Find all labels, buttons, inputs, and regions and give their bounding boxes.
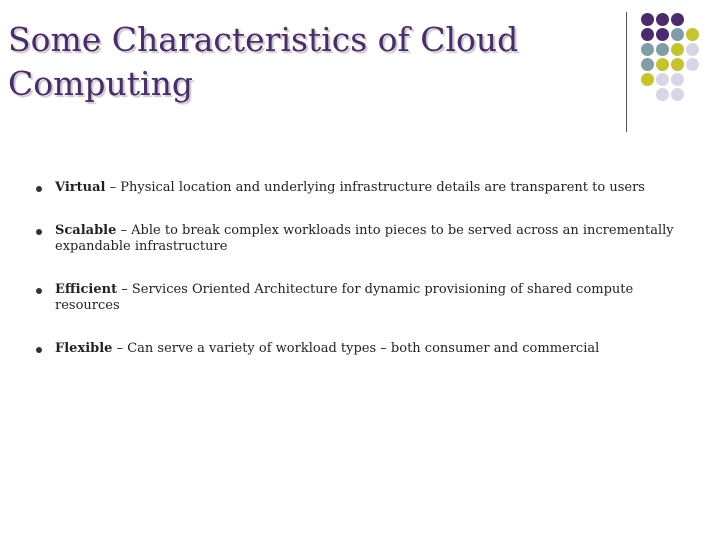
bullet-item-efficient: [36, 282, 686, 314]
decorative-dot-olive: [656, 58, 669, 71]
bullet-text: – Services Oriented Architecture for dynamic provisioning of shared compute resources: [55, 282, 634, 313]
bullet-term: Efficient: [55, 282, 118, 297]
decorative-dot-purple: [656, 13, 669, 26]
decorative-dot-lavender: [656, 88, 669, 101]
decorative-dot-lavender: [671, 88, 684, 101]
decorative-dot-lavender: [686, 58, 699, 71]
bullet-item-virtual: [36, 180, 686, 196]
bullet-marker-icon: [36, 347, 42, 353]
bullet-text: – Able to break complex workloads into pieces to be served across an incrementally expandable infrastructure: [55, 223, 674, 254]
decorative-dot-grid: [640, 12, 720, 122]
bullet-marker-icon: [36, 186, 42, 192]
decorative-dot-purple: [641, 13, 654, 26]
decorative-dot-olive: [686, 28, 699, 41]
bullet-term: Scalable: [55, 223, 117, 238]
decorative-dot-olive: [671, 43, 684, 56]
decorative-dot-lavender: [671, 73, 684, 86]
decorative-dot-lavender: [686, 43, 699, 56]
bullet-item-flexible: [36, 341, 686, 357]
bullet-list: [36, 180, 686, 357]
decorative-dot-purple: [641, 28, 654, 41]
bullet-term: Virtual: [55, 180, 106, 195]
bullet-marker-icon: [36, 229, 42, 235]
title-divider: [626, 12, 627, 132]
decorative-dot-teal: [671, 28, 684, 41]
bullet-text: – Can serve a variety of workload types – both consumer and commercial: [112, 341, 600, 356]
decorative-dot-teal: [641, 58, 654, 71]
decorative-dot-lavender: [656, 73, 669, 86]
bullet-item-scalable: [36, 223, 686, 255]
bullet-marker-icon: [36, 288, 42, 294]
decorative-dot-teal: [656, 43, 669, 56]
slide-title: Some Characteristics of Cloud Computing: [8, 20, 519, 103]
decorative-dot-teal: [641, 43, 654, 56]
decorative-dot-olive: [641, 73, 654, 86]
bullet-text: – Physical location and underlying infrastructure details are transparent to users: [105, 180, 645, 195]
decorative-dot-olive: [671, 58, 684, 71]
decorative-dot-purple: [656, 28, 669, 41]
decorative-dot-purple: [671, 13, 684, 26]
bullet-term: Flexible: [55, 341, 113, 356]
